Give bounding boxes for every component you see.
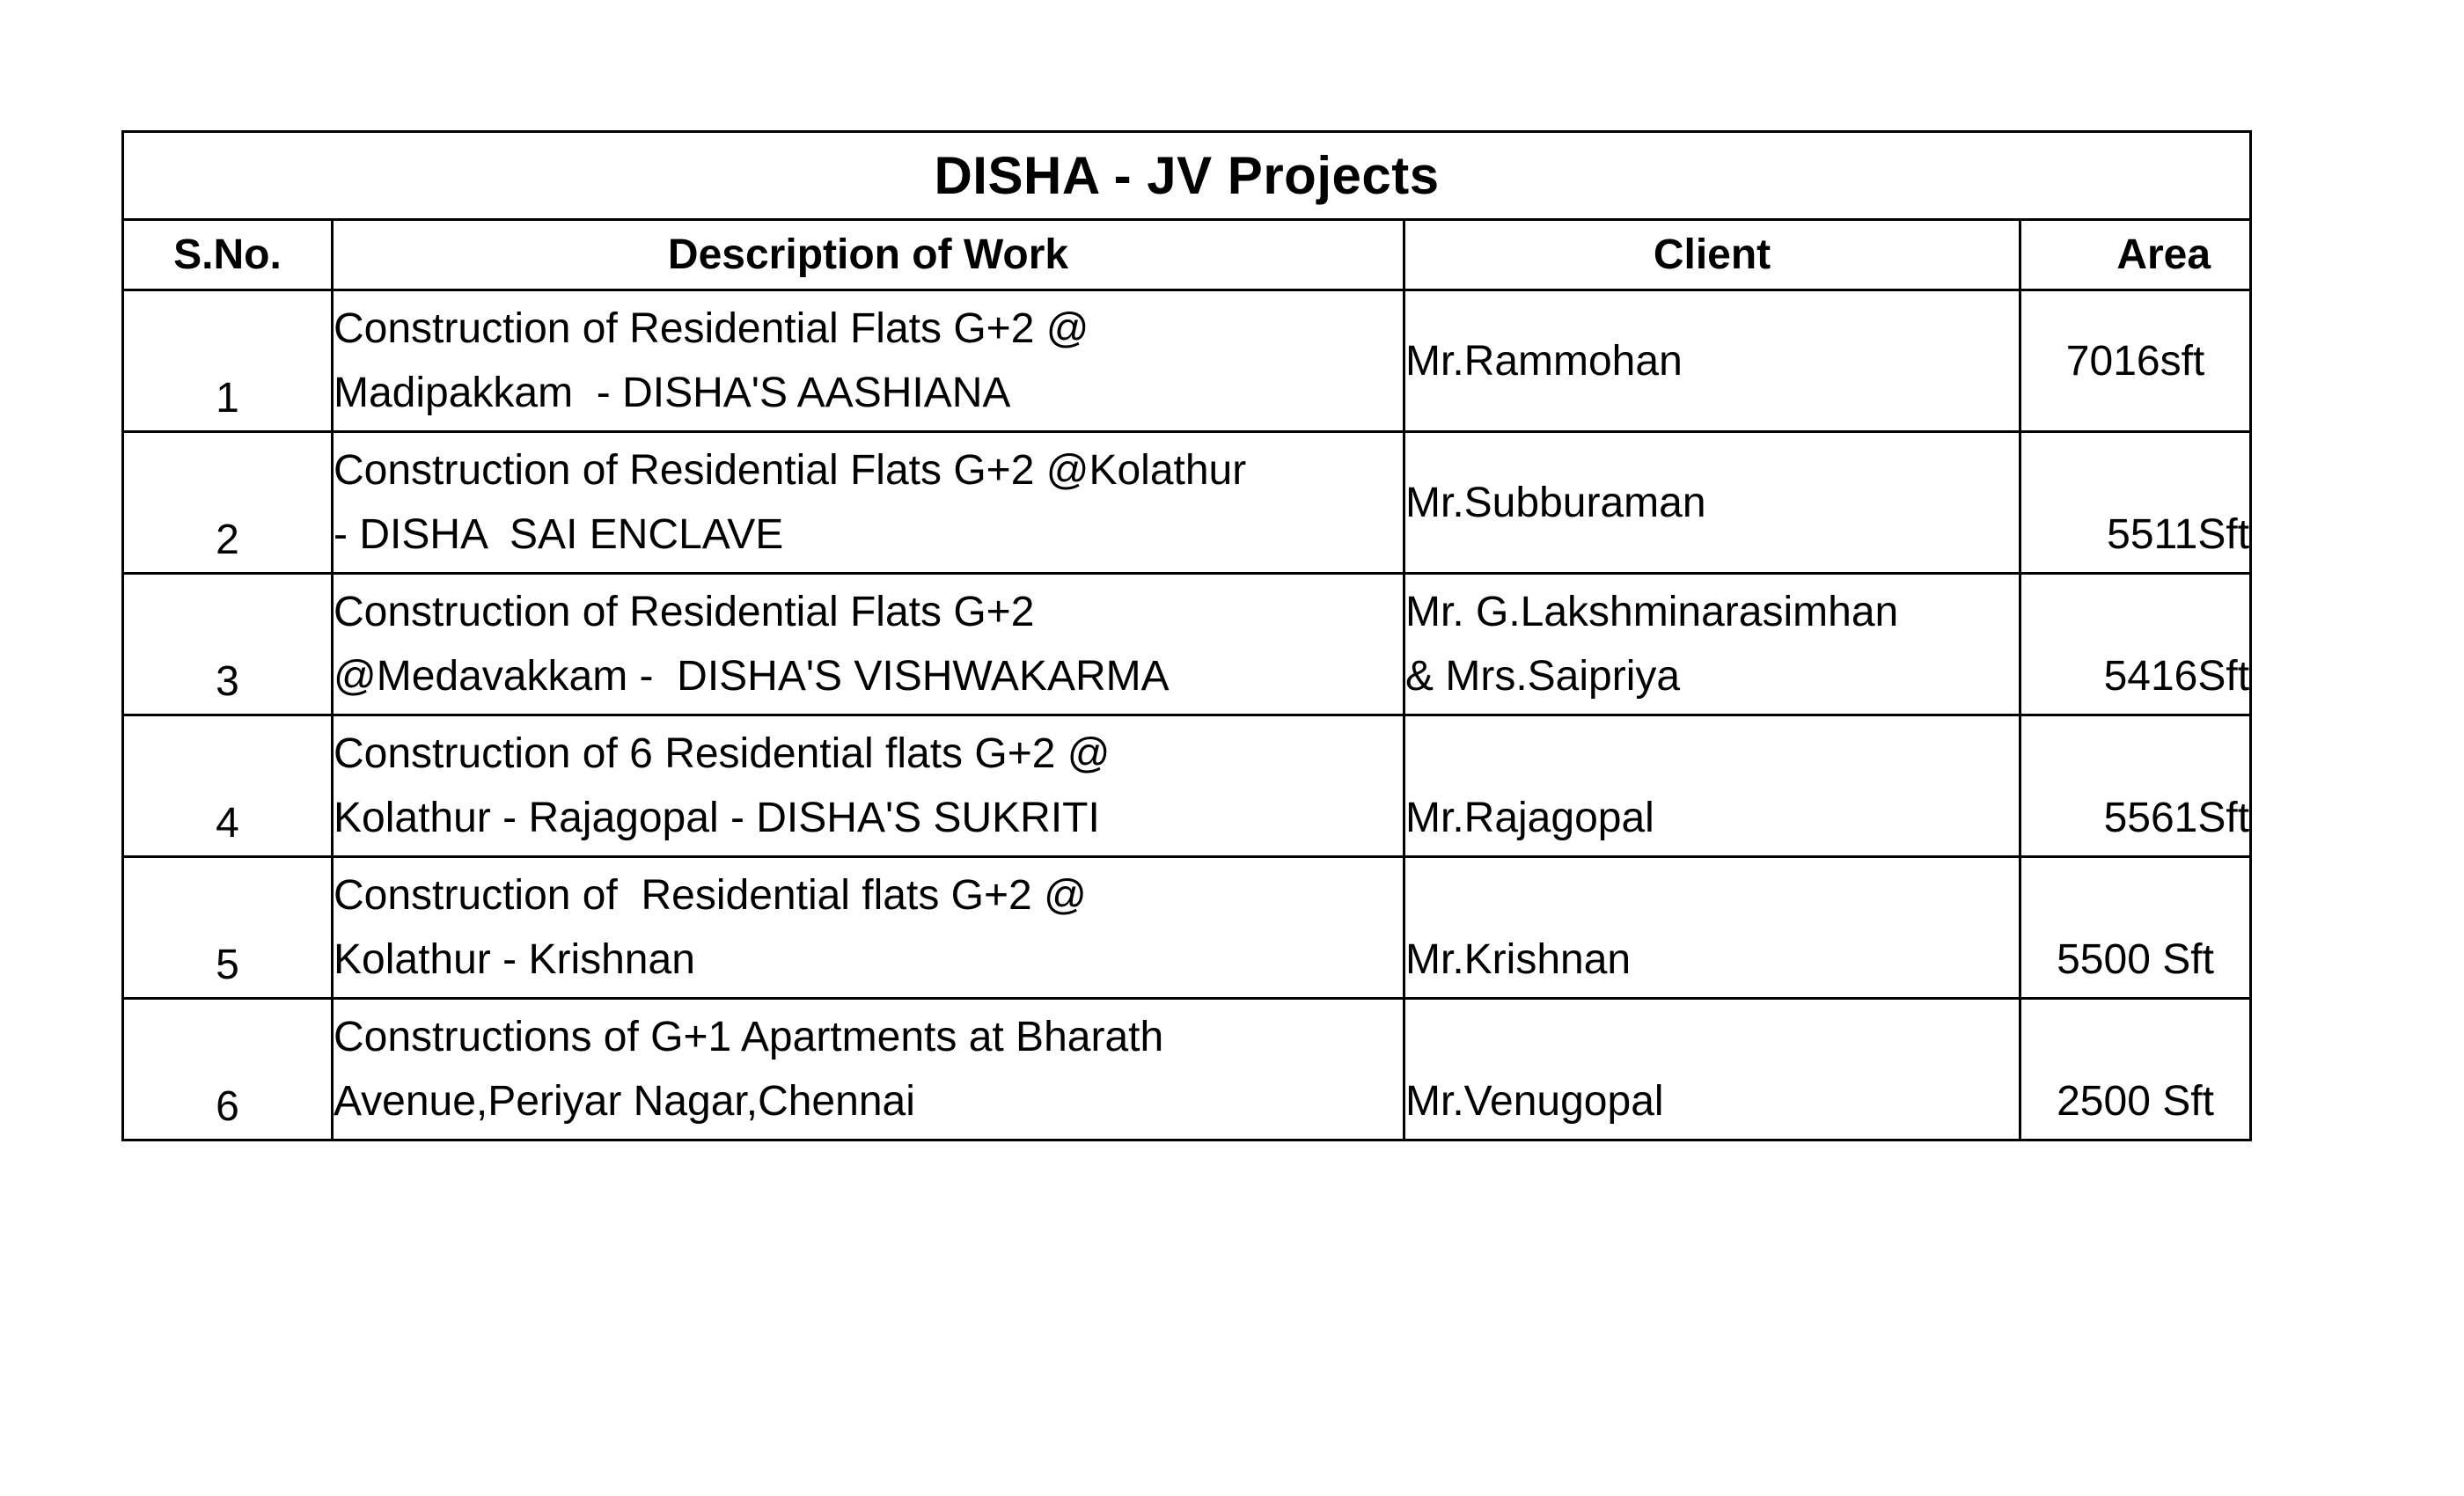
header-description: Description of Work [333, 220, 1404, 290]
cell-sno: 6 [123, 999, 333, 1140]
cell-area: 7016sft [2020, 290, 2251, 432]
table-row [123, 432, 2251, 574]
cell-client: Mr.Subburaman [1404, 432, 2020, 574]
cell-sno: 1 [123, 290, 333, 432]
cell-area: 5561Sft [2020, 715, 2251, 857]
cell-client: Mr.Krishnan [1404, 857, 2020, 999]
table-row [123, 857, 2251, 999]
cell-description: Construction of Residential Flats G+2 @Kolathur - DISHA SAI ENCLAVE [333, 432, 1404, 574]
title-row [123, 132, 2251, 220]
cell-area: 5500 Sft [2020, 857, 2251, 999]
table-row [123, 290, 2251, 432]
cell-sno: 3 [123, 574, 333, 715]
cell-description: Constructions of G+1 Apartments at Bharath Avenue,Periyar Nagar,Chennai [333, 999, 1404, 1140]
table-title: DISHA - JV Projects [123, 132, 2251, 220]
table-row [123, 574, 2251, 715]
table-row [123, 715, 2251, 857]
cell-client: Mr.Venugopal [1404, 999, 2020, 1140]
projects-table [121, 130, 2252, 1141]
header-row [123, 220, 2251, 290]
cell-area: 5416Sft [2020, 574, 2251, 715]
cell-client: Mr.Rammohan [1404, 290, 2020, 432]
cell-area: 5511Sft [2020, 432, 2251, 574]
cell-sno: 4 [123, 715, 333, 857]
header-area: Area [2020, 220, 2251, 290]
cell-sno: 2 [123, 432, 333, 574]
header-client: Client [1404, 220, 2020, 290]
projects-sheet [121, 130, 2249, 1141]
cell-description: Construction of Residential Flats G+2 @ Madipakkam - DISHA'S AASHIANA [333, 290, 1404, 432]
cell-area: 2500 Sft [2020, 999, 2251, 1140]
header-sno: S.No. [123, 220, 333, 290]
cell-description: Construction of Residential Flats G+2 @Medavakkam - DISHA'S VISHWAKARMA [333, 574, 1404, 715]
cell-description: Construction of 6 Residential flats G+2 @ Kolathur - Rajagopal - DISHA'S SUKRITI [333, 715, 1404, 857]
cell-description: Construction of Residential flats G+2 @ Kolathur - Krishnan [333, 857, 1404, 999]
cell-sno: 5 [123, 857, 333, 999]
cell-client: Mr. G.Lakshminarasimhan & Mrs.Saipriya [1404, 574, 2020, 715]
table-row [123, 999, 2251, 1140]
cell-client: Mr.Rajagopal [1404, 715, 2020, 857]
